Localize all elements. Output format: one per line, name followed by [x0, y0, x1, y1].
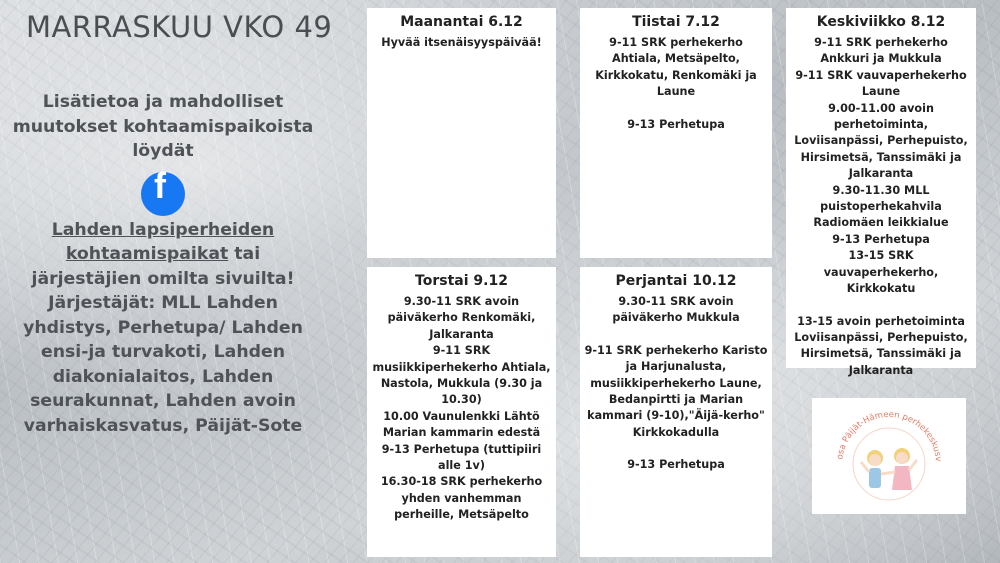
schedule-line: 9.30-11 SRK avoin päiväkerho Renkomäki, Jalkaranta [387, 295, 536, 341]
schedule-line: 9-13 Perhetupa [832, 232, 930, 246]
day-card-wednesday [786, 8, 976, 377]
day-card-friday [580, 267, 772, 557]
schedule-line: 9-11 SRK perhekerho Ankkuri ja Mukkula [814, 36, 948, 66]
organizers-text: Järjestäjät: MLL Lahden yhdistys, Perhetupa/ Lahden ensi-ja turvakoti, Lahden diakonialaitos, Lahden seurakunnat, Lahden avoin varhaiskasvatus, Päijät-Sote [23, 293, 303, 436]
schedule-line: Hyvää itsenäisyyspäivää! [381, 36, 542, 49]
schedule-line: 13-15 avoin perhetoiminta Loviisanpässi, Perhepuisto, Hirsimetsä, Tanssimäki ja Jalkaranta [794, 314, 968, 377]
schedule-line: 9-11 SRK perhekerho Ahtiala, Metsäpelto, Kirkkokatu, Renkomäki ja Laune [595, 36, 757, 99]
schedule-line: 9-13 Perhetupa (tuttipiiri alle 1v) [381, 442, 542, 473]
schedule-line: 16.30-18 SRK perhekerho yhden vanhemman perheille, Metsäpelto [380, 475, 543, 522]
logo-text: osa Päijät-Hämeen perhekeskusv [835, 409, 943, 463]
day-heading: Tiistai 7.12 [632, 14, 720, 30]
schedule-line: 9-13 Perhetupa [627, 117, 725, 131]
day-heading: Keskiviikko 8.12 [816, 14, 946, 30]
day-heading: Torstai 9.12 [415, 273, 508, 289]
perhekeskusverkosto-logo [812, 398, 966, 514]
line-spacer [790, 298, 972, 314]
schedule-line: 9-11 SRK musiikkiperhekerho Ahtiala, Nastola, Mukkula (9.30 ja 10.30) [372, 344, 551, 407]
day-heading: Perjantai 10.12 [615, 273, 737, 289]
line-spacer [584, 101, 768, 117]
day-lines [790, 35, 972, 379]
schedule-line: 9.30-11 SRK avoin päiväkerho Mukkula [612, 295, 740, 325]
day-lines [584, 294, 768, 474]
schedule-line: 9.00-11.00 avoin perhetoiminta, Loviisanpässi, Perhepuisto, Hirsimetsä, Tanssimäki ja Jalkaranta [794, 101, 968, 181]
info-link-suffix: tai järjestäjien omilta sivuilta! [31, 244, 295, 289]
day-heading: Maanantai 6.12 [400, 14, 523, 30]
page-title: MARRASKUU VKO 49 [26, 10, 333, 44]
schedule-line: 10.00 Vaunulenkki Lähtö Marian kammarin edestä [382, 409, 541, 440]
day-card-thursday [367, 267, 556, 557]
schedule-line: 13-15 SRK vauvaperhekerho, Kirkkokatu [823, 249, 939, 296]
kohtaamispaikat-link[interactable]: Lahden lapsiperheiden kohtaamispaikat [51, 219, 275, 264]
info-link-paragraph [8, 218, 318, 292]
day-lines [584, 35, 768, 133]
day-card-tuesday [580, 8, 772, 258]
line-spacer [584, 327, 768, 343]
schedule-line: 9.30-11.30 MLL puistoperhekahvila Radiomäen leikkialue [813, 183, 949, 230]
day-card-monday [367, 8, 556, 258]
info-text: Lisätietoa ja mahdolliset muutokset kohtaamispaikoista löydät [12, 92, 314, 161]
info-panel [8, 90, 318, 438]
day-lines [371, 35, 552, 51]
schedule-line: 9-13 Perhetupa [627, 458, 725, 472]
day-lines [371, 294, 552, 524]
schedule-line: 9-11 SRK perhekerho Karisto ja Harjunalusta, musiikkiperhekerho Laune, Bedanpirtti ja Marian kammari (9-10),"Äijä-kerho" Kirkkokadulla [584, 343, 768, 439]
facebook-icon[interactable]: f [141, 172, 185, 216]
schedule-line: 9-11 SRK vauvaperhekerho Laune [795, 68, 967, 99]
line-spacer [584, 441, 768, 457]
logo-graphic [812, 398, 966, 514]
